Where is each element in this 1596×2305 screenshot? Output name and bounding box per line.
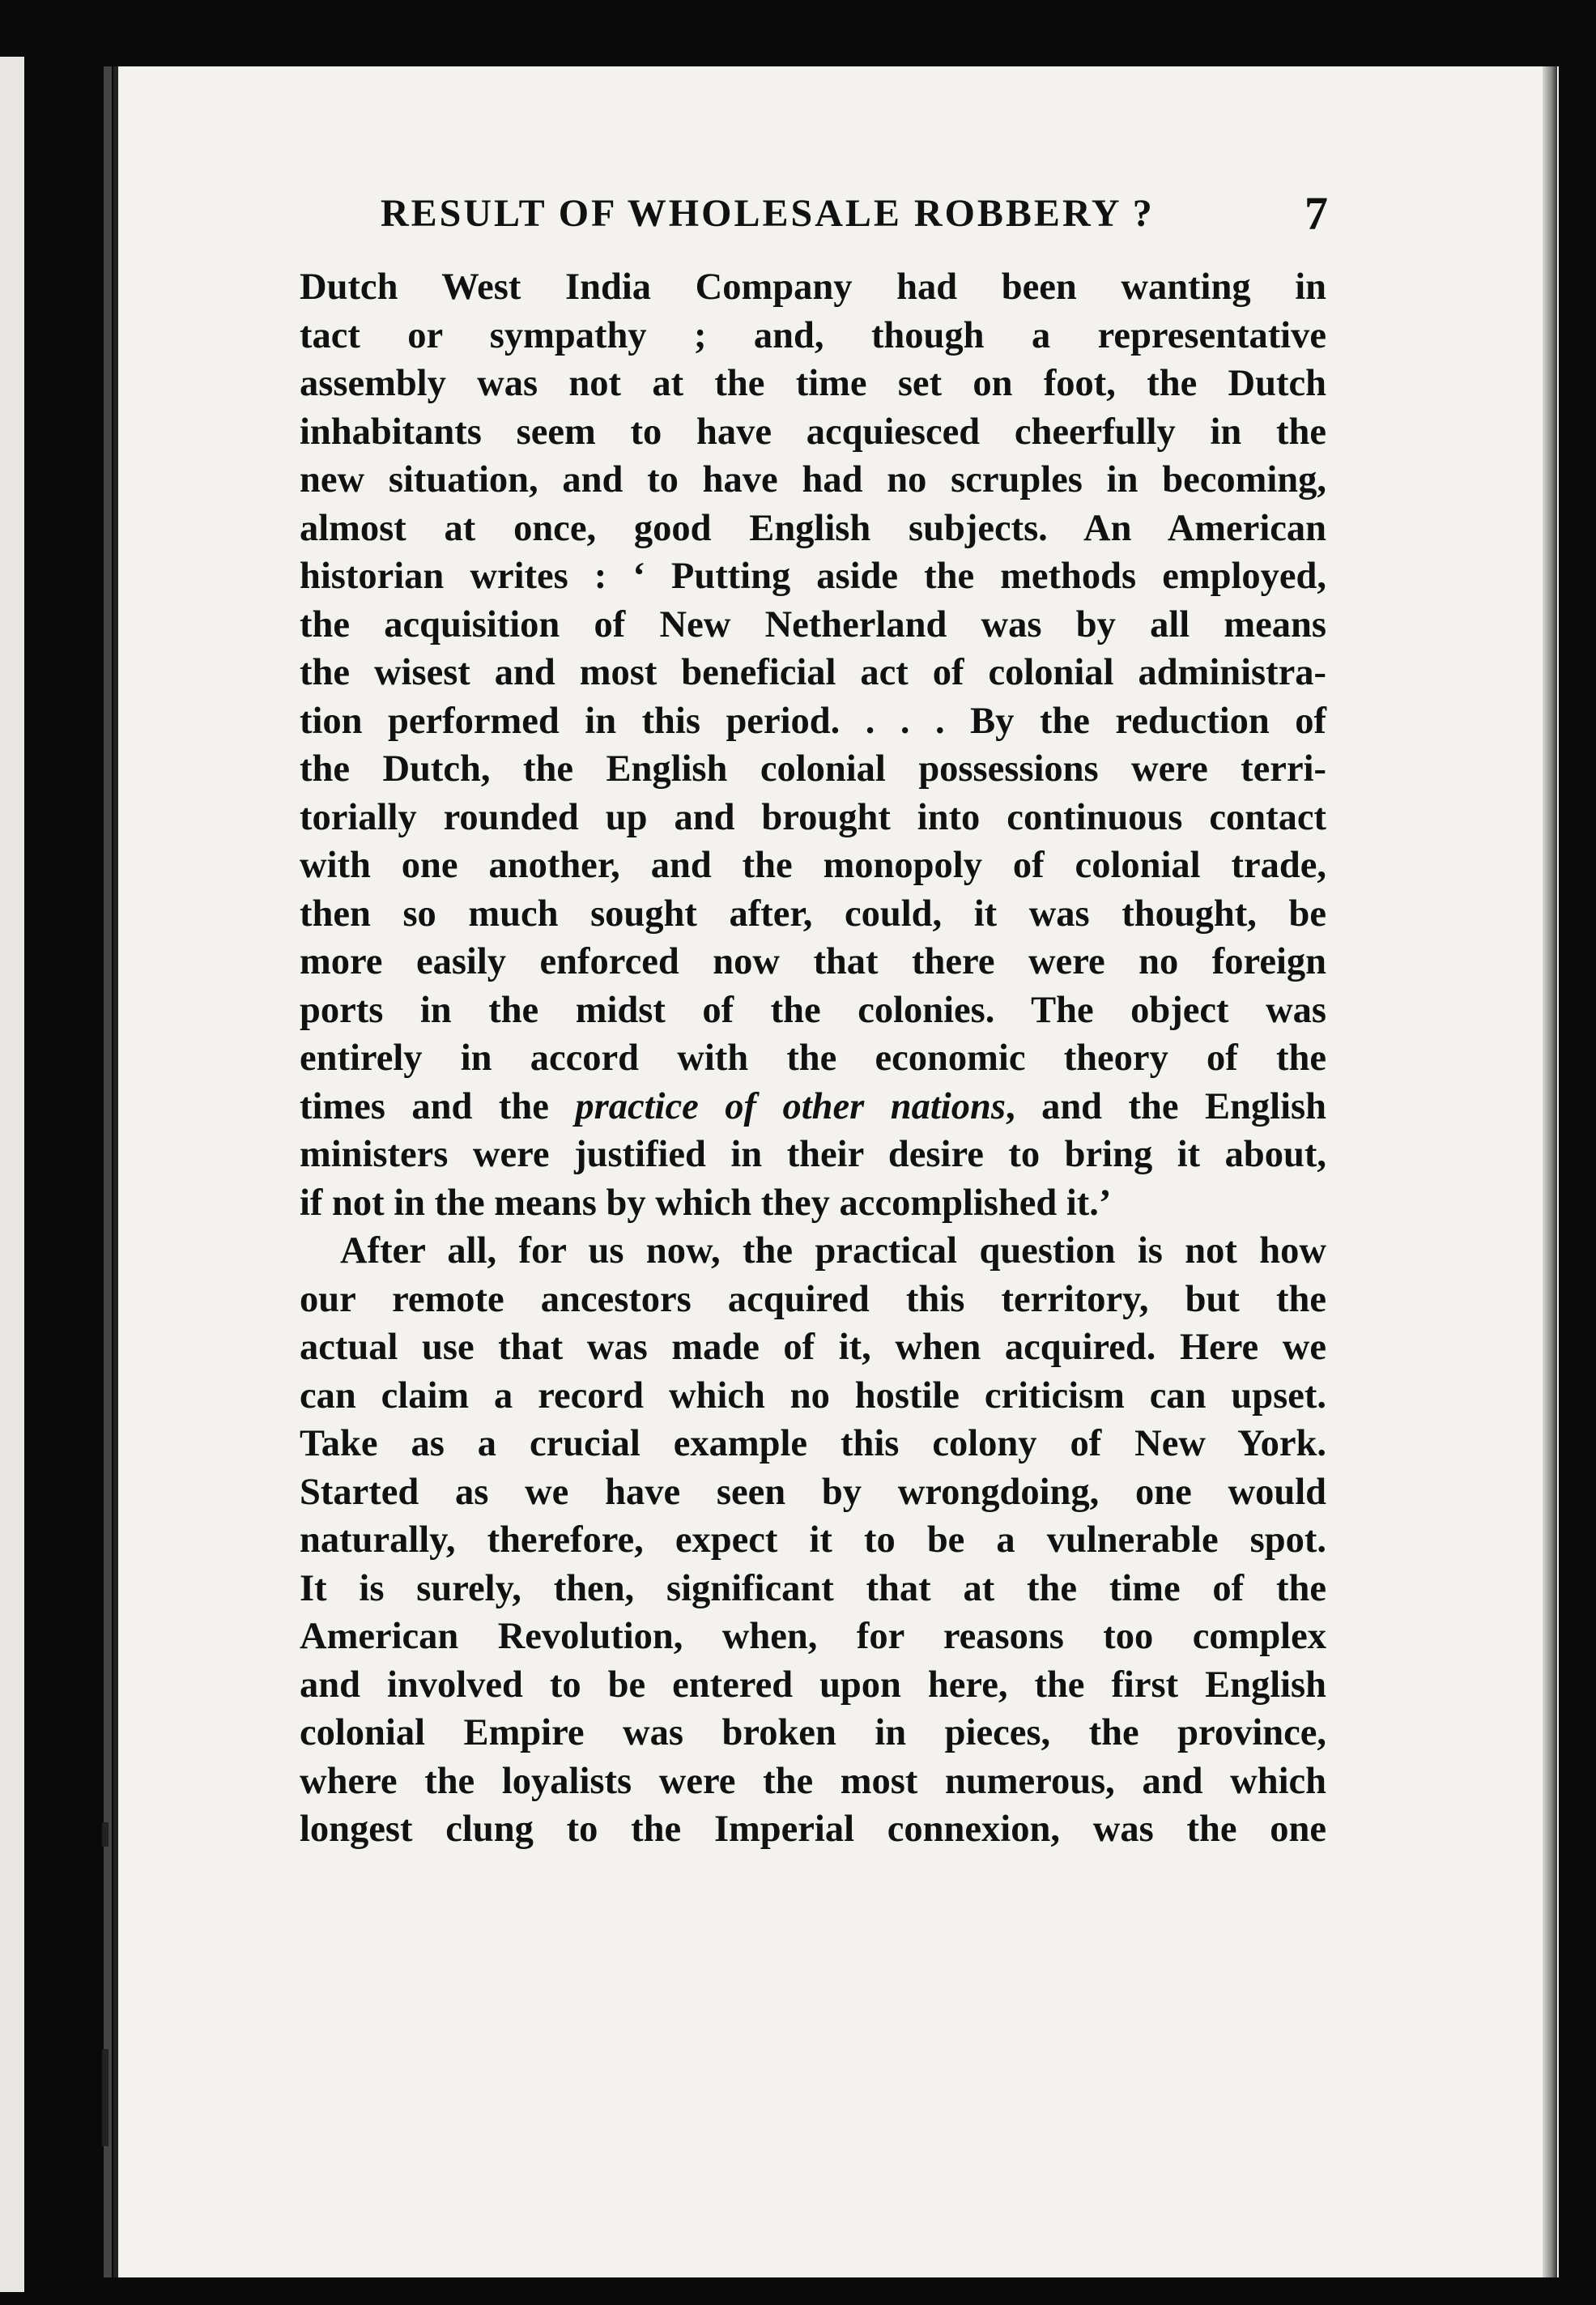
text-line: with one another, and the monopoly of colonial trade,: [300, 845, 1326, 886]
page-number: 7: [1304, 187, 1328, 240]
page-body: [300, 263, 1326, 1854]
text-line: then so much sought after, could, it was thought, be: [300, 893, 1326, 935]
text-line: American Revolution, when, for reasons too complex: [300, 1616, 1326, 1657]
text-line: new situation, and to have had no scruples in becoming,: [300, 459, 1326, 501]
running-head: RESULT OF WHOLESALE ROBBERY ?: [381, 192, 1155, 235]
text-line: tact or sympathy ; and, though a representative: [300, 314, 1326, 356]
paragraph-1: [300, 263, 1326, 1083]
text-line: torially rounded up and brought into continuous contact: [300, 796, 1326, 838]
text-line: more easily enforced now that there were no foreign: [300, 941, 1326, 982]
text-line: can claim a record which no hostile criticism can upset.: [300, 1374, 1326, 1417]
text-line: Dutch West India Company had been wanting in: [300, 266, 1326, 308]
italic-phrase: practice of other nations: [575, 1085, 1006, 1127]
text-line: our remote ancestors acquired this territory, but the: [300, 1278, 1326, 1320]
text-line: the acquisition of New Netherland was by all means: [300, 603, 1326, 645]
text-line: and involved to be entered upon here, the first English: [300, 1664, 1326, 1706]
text-line: colonial Empire was broken in pieces, the province,: [300, 1712, 1326, 1753]
text-line: ministers were justified in their desire to bring it about,: [300, 1134, 1326, 1175]
text-line: tion performed in this period. . . . By the reduction of: [300, 700, 1326, 742]
text-line: After all, for us now, the practical question is not how: [340, 1230, 1326, 1272]
text-line: longest clung to the Imperial connexion, was the one: [300, 1809, 1326, 1850]
page-right-edge: [1543, 66, 1557, 2277]
scan-margin-mark: [102, 1822, 109, 1847]
text-line: naturally, therefore, expect it to be a vulnerable spot.: [300, 1519, 1326, 1561]
paragraph-2: [300, 1227, 1326, 1854]
scan-margin-mark: [102, 2049, 109, 2146]
text-line: Started as we have seen by wrongdoing, one would: [300, 1471, 1326, 1513]
text-line: ports in the midst of the colonies. The object was: [300, 989, 1326, 1031]
text-line: entirely in accord with the economic theory of the: [300, 1037, 1326, 1079]
text-line: the wisest and most beneficial act of colonial administra-: [300, 652, 1326, 693]
text-line: almost at once, good English subjects. An American: [300, 507, 1326, 549]
text-line: inhabitants seem to have acquiesced cheerfully in the: [300, 411, 1326, 453]
text-line: Take as a crucial example this colony of New York.: [300, 1423, 1326, 1464]
scan-left-margin: [0, 57, 24, 2292]
text-line: the Dutch, the English colonial possessions were terri-: [300, 748, 1326, 790]
text-line: times and the practice of other nations, and the English: [300, 1085, 1326, 1127]
text-line: assembly was not at the time set on foot, the Dutch: [300, 363, 1326, 404]
text-line: if not in the means by which they accomplished it.’: [300, 1182, 1112, 1224]
text-line: where the loyalists were the most numerous, and which: [300, 1760, 1326, 1802]
text-line: historian writes : ‘ Putting aside the methods employed,: [300, 556, 1326, 597]
text-line: actual use that was made of it, when acquired. Here we: [300, 1327, 1326, 1368]
text-line: It is surely, then, significant that at the time of the: [300, 1567, 1326, 1609]
page-header: [267, 186, 1328, 243]
page-binding-edge: [104, 66, 112, 2277]
